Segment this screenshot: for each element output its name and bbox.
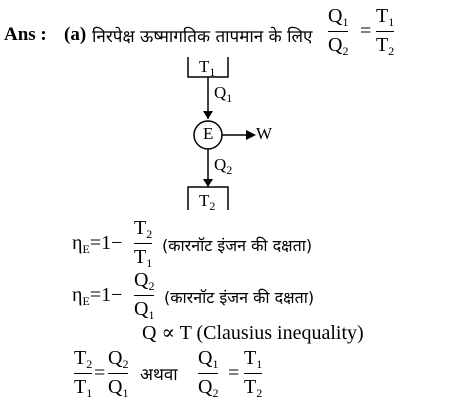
- fraction-q1-q2: [328, 6, 348, 57]
- fraction-bar: [244, 373, 262, 374]
- numerator-sub: 2: [146, 227, 153, 241]
- label-text: T: [199, 57, 210, 76]
- equals-sign: =: [360, 20, 372, 42]
- bottom-reservoir-label: [199, 191, 215, 214]
- heat-in-label: [214, 83, 232, 106]
- lhs-rest: =1−: [89, 232, 123, 254]
- clausius-relation: Q ∝ T (Clausius inequality): [142, 322, 364, 344]
- numerator: Q: [108, 347, 123, 369]
- denominator: T: [376, 34, 389, 57]
- efficiency-lhs-2: [72, 284, 122, 309]
- label-sub: 1: [226, 91, 233, 105]
- numerator: Q: [198, 347, 213, 369]
- fraction-bar: [134, 295, 154, 296]
- denominator: Q: [328, 34, 343, 57]
- lhs-rest: =1−: [89, 284, 123, 306]
- denominator: T: [134, 246, 147, 269]
- denominator: T: [74, 376, 87, 399]
- denominator-sub: 1: [86, 386, 93, 401]
- denominator: Q: [134, 298, 149, 321]
- equals-sign: =: [94, 362, 106, 384]
- numerator-sub: 2: [148, 279, 155, 293]
- eta-symbol: η: [72, 284, 83, 306]
- fraction-t2-t1: [134, 218, 152, 269]
- heat-out-arrowhead: [203, 179, 213, 187]
- fraction-bar: [108, 373, 128, 374]
- efficiency-note-2: (कारनॉट इंजन की दक्षता): [164, 288, 315, 307]
- work-arrowhead: [246, 130, 256, 140]
- eta-symbol: η: [72, 232, 83, 254]
- fraction-bar: [74, 373, 92, 374]
- label-text: Q: [214, 155, 227, 174]
- numerator-sub: 1: [212, 357, 219, 371]
- top-reservoir-label: [199, 57, 215, 80]
- denominator-sub: 2: [212, 386, 219, 401]
- equals-sign-2: =: [228, 362, 240, 384]
- numerator-sub: 1: [388, 15, 395, 29]
- work-label: W: [256, 124, 273, 143]
- denominator-sub: 2: [388, 44, 395, 59]
- numerator-sub: 2: [86, 357, 93, 371]
- numerator-sub: 1: [256, 357, 263, 371]
- denominator-sub: 1: [148, 308, 155, 323]
- label-text: T: [199, 191, 210, 210]
- denominator-sub: 1: [122, 386, 129, 401]
- fraction-q1-q2-final: [198, 348, 218, 399]
- fraction-bar: [134, 243, 152, 244]
- heat-in-arrowhead: [203, 111, 213, 119]
- numerator: T: [376, 5, 389, 27]
- numerator: T: [244, 347, 257, 369]
- denominator: T: [244, 376, 257, 399]
- label-sub: 2: [226, 163, 233, 177]
- fraction-t2-t1-final: [74, 348, 92, 399]
- numerator: T: [74, 347, 87, 369]
- numerator: T: [134, 217, 147, 239]
- denominator-sub: 1: [146, 256, 153, 271]
- fraction-bar: [198, 373, 218, 374]
- denominator: Q: [108, 376, 123, 399]
- fraction-q2-q1: [134, 270, 154, 321]
- numerator-sub: 1: [342, 15, 349, 29]
- fraction-t1-t2-final: [244, 348, 262, 399]
- denominator-sub: 2: [256, 386, 263, 401]
- efficiency-note-1: (कारनॉट इंजन की दक्षता): [162, 236, 313, 255]
- fraction-t1-t2: [376, 6, 394, 57]
- part-label: (a): [64, 24, 87, 45]
- hindi-heading: निरपेक्ष ऊष्मागतिक तापमान के लिए: [92, 27, 313, 47]
- label-text: Q: [214, 83, 227, 102]
- fraction-bar: [328, 31, 348, 32]
- fraction-bar: [376, 31, 394, 32]
- denominator: Q: [198, 376, 213, 399]
- eta-sub: E: [82, 294, 90, 308]
- fraction-q2-q1-final: [108, 348, 128, 399]
- numerator: Q: [328, 5, 343, 27]
- numerator: Q: [134, 269, 149, 291]
- label-sub: 2: [209, 199, 216, 213]
- label-sub: 1: [209, 65, 216, 79]
- numerator-sub: 2: [122, 357, 129, 371]
- efficiency-lhs-1: [72, 232, 122, 257]
- heat-out-label: [214, 155, 232, 178]
- athva-word: अथवा: [140, 365, 178, 385]
- denominator-sub: 2: [342, 44, 349, 59]
- answer-label: Ans :: [4, 24, 47, 45]
- engine-label: E: [203, 124, 214, 143]
- eta-sub: E: [82, 242, 90, 256]
